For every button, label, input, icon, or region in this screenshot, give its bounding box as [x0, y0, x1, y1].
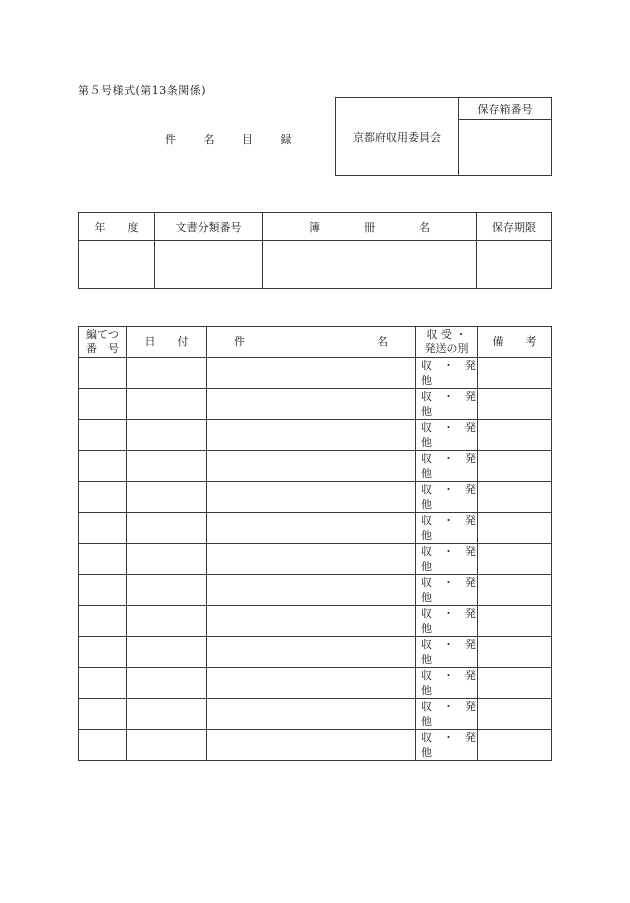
receipt-dispatch-cell[interactable]: [416, 668, 478, 699]
volume-info-table: [78, 212, 552, 289]
receipt-dispatch-options: 収 ・ 発: [421, 359, 476, 372]
other-option: 他: [421, 405, 432, 418]
table-row: [79, 358, 552, 389]
receipt-dispatch-cell[interactable]: [416, 730, 478, 761]
date-cell[interactable]: [127, 730, 207, 761]
other-option: 他: [421, 746, 432, 759]
date-cell[interactable]: [127, 389, 207, 420]
date-cell[interactable]: [127, 637, 207, 668]
receipt-dispatch-header: [416, 327, 478, 358]
receipt-dispatch-cell[interactable]: [416, 606, 478, 637]
serial-number-cell[interactable]: [79, 699, 127, 730]
receipt-dispatch-header-line1: 収 受 ・: [426, 328, 467, 341]
classification-number-field[interactable]: [155, 241, 263, 289]
remarks-cell[interactable]: [478, 606, 552, 637]
date-cell[interactable]: [127, 482, 207, 513]
table-row: [79, 730, 552, 761]
other-option: 他: [421, 374, 432, 387]
serial-number-header-line1: 編てつ: [86, 328, 119, 341]
table-row: [79, 513, 552, 544]
subject-cell[interactable]: [207, 482, 416, 513]
subject-cell[interactable]: [207, 544, 416, 575]
remarks-cell[interactable]: [478, 544, 552, 575]
table-row: [79, 451, 552, 482]
storage-box-label: 保存箱番号: [459, 98, 552, 120]
serial-number-cell[interactable]: [79, 668, 127, 699]
date-cell[interactable]: [127, 513, 207, 544]
other-option: 他: [421, 591, 432, 604]
serial-number-cell[interactable]: [79, 513, 127, 544]
retention-period-header: 保存期限: [477, 213, 552, 241]
other-option: 他: [421, 684, 432, 697]
receipt-dispatch-cell[interactable]: [416, 451, 478, 482]
remarks-cell[interactable]: [478, 358, 552, 389]
other-option: 他: [421, 529, 432, 542]
fiscal-year-field[interactable]: [79, 241, 155, 289]
date-cell[interactable]: [127, 451, 207, 482]
form-number: 第５号様式(第13条関係): [78, 84, 207, 97]
remarks-cell[interactable]: [478, 420, 552, 451]
subject-cell[interactable]: [207, 389, 416, 420]
receipt-dispatch-cell[interactable]: [416, 358, 478, 389]
receipt-dispatch-cell[interactable]: [416, 389, 478, 420]
receipt-dispatch-cell[interactable]: [416, 575, 478, 606]
receipt-dispatch-options: 収 ・ 発: [421, 483, 476, 496]
date-header: 日 付: [127, 327, 207, 358]
serial-number-cell[interactable]: [79, 730, 127, 761]
date-cell[interactable]: [127, 699, 207, 730]
receipt-dispatch-options: 収 ・ 発: [421, 638, 476, 651]
date-cell[interactable]: [127, 668, 207, 699]
remarks-cell[interactable]: [478, 730, 552, 761]
receipt-dispatch-cell[interactable]: [416, 637, 478, 668]
table-row: [79, 420, 552, 451]
receipt-dispatch-cell[interactable]: [416, 544, 478, 575]
receipt-dispatch-options: 収 ・ 発: [421, 576, 476, 589]
serial-number-cell[interactable]: [79, 451, 127, 482]
serial-number-header: [79, 327, 127, 358]
remarks-cell[interactable]: [478, 637, 552, 668]
remarks-cell[interactable]: [478, 575, 552, 606]
table-row: [79, 389, 552, 420]
subject-log-table: [78, 326, 552, 761]
serial-number-cell[interactable]: [79, 544, 127, 575]
serial-number-cell[interactable]: [79, 389, 127, 420]
receipt-dispatch-options: 収 ・ 発: [421, 731, 476, 744]
serial-number-cell[interactable]: [79, 358, 127, 389]
receipt-dispatch-options: 収 ・ 発: [421, 421, 476, 434]
remarks-cell[interactable]: [478, 482, 552, 513]
other-option: 他: [421, 498, 432, 511]
fiscal-year-header: 年 度: [79, 213, 155, 241]
remarks-cell[interactable]: [478, 668, 552, 699]
other-option: 他: [421, 467, 432, 480]
receipt-dispatch-options: 収 ・ 発: [421, 607, 476, 620]
subject-cell[interactable]: [207, 668, 416, 699]
subject-header: 件 名: [207, 327, 416, 358]
date-cell[interactable]: [127, 420, 207, 451]
remarks-cell[interactable]: [478, 699, 552, 730]
subject-cell[interactable]: [207, 513, 416, 544]
serial-number-cell[interactable]: [79, 575, 127, 606]
remarks-cell[interactable]: [478, 389, 552, 420]
other-option: 他: [421, 436, 432, 449]
table-row: [79, 699, 552, 730]
subject-cell[interactable]: [207, 699, 416, 730]
remarks-cell[interactable]: [478, 451, 552, 482]
receipt-dispatch-options: 収 ・ 発: [421, 669, 476, 682]
date-cell[interactable]: [127, 544, 207, 575]
receipt-dispatch-cell[interactable]: [416, 513, 478, 544]
serial-number-cell[interactable]: [79, 420, 127, 451]
table-row: [79, 575, 552, 606]
subject-cell[interactable]: [207, 358, 416, 389]
log-table-body: [79, 358, 552, 761]
other-option: 他: [421, 653, 432, 666]
other-option: 他: [421, 715, 432, 728]
table-row: [79, 482, 552, 513]
table-row: [79, 544, 552, 575]
date-cell[interactable]: [127, 358, 207, 389]
receipt-dispatch-cell[interactable]: [416, 420, 478, 451]
receipt-dispatch-options: 収 ・ 発: [421, 452, 476, 465]
receipt-dispatch-options: 収 ・ 発: [421, 514, 476, 527]
table-row: [79, 606, 552, 637]
volume-name-field[interactable]: [263, 241, 477, 289]
other-option: 他: [421, 560, 432, 573]
subject-cell[interactable]: [207, 575, 416, 606]
receipt-dispatch-options: 収 ・ 発: [421, 390, 476, 403]
committee-name: 京都府収用委員会: [336, 98, 459, 176]
subject-cell[interactable]: [207, 420, 416, 451]
serial-number-cell[interactable]: [79, 482, 127, 513]
remarks-cell[interactable]: [478, 513, 552, 544]
receipt-dispatch-header-line2: 発送の別: [424, 342, 469, 355]
other-option: 他: [421, 622, 432, 635]
date-cell[interactable]: [127, 575, 207, 606]
receipt-dispatch-options: 収 ・ 発: [421, 545, 476, 558]
subject-cell[interactable]: [207, 451, 416, 482]
volume-name-header: 簿 冊 名: [263, 213, 477, 241]
document-title: 件 名 目 録: [165, 133, 304, 146]
receipt-dispatch-cell[interactable]: [416, 699, 478, 730]
subject-cell[interactable]: [207, 637, 416, 668]
remarks-header: 備 考: [478, 327, 552, 358]
serial-number-cell[interactable]: [79, 637, 127, 668]
serial-number-header-line2: 番 号: [86, 342, 119, 355]
classification-number-header: 文書分類番号: [155, 213, 263, 241]
receipt-dispatch-cell[interactable]: [416, 482, 478, 513]
subject-cell[interactable]: [207, 730, 416, 761]
serial-number-cell[interactable]: [79, 606, 127, 637]
receipt-dispatch-options: 収 ・ 発: [421, 700, 476, 713]
storage-box-field[interactable]: [459, 120, 552, 176]
subject-cell[interactable]: [207, 606, 416, 637]
date-cell[interactable]: [127, 606, 207, 637]
committee-box: [335, 97, 552, 176]
table-row: [79, 637, 552, 668]
retention-period-field[interactable]: [477, 241, 552, 289]
table-row: [79, 668, 552, 699]
